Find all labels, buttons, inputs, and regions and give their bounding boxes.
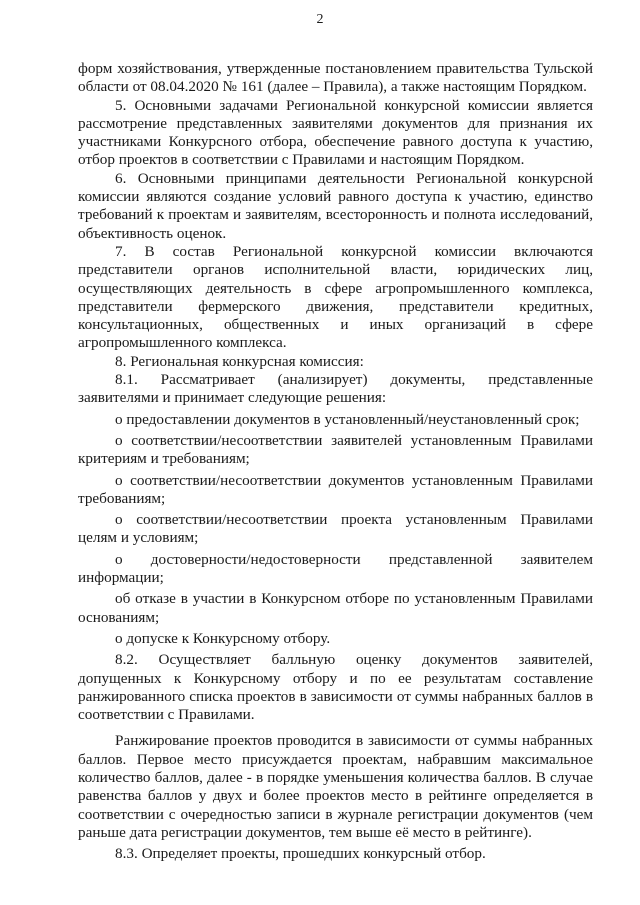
page-number: 2: [316, 12, 324, 27]
decision-item: о соответствии/несоответствии документов установленным Правилами требованиям;: [78, 471, 593, 507]
document-body: [78, 60, 593, 863]
paragraph-item-6: 6. Основными принципами деятельности Региональной конкурсной комиссии являются создание условий равного доступа к участию, единство требований к проектам и заявителям, всесторонность и полнота исследований, объективность оценок.: [78, 169, 593, 242]
decision-item: о допуске к Конкурсному отбору.: [115, 629, 331, 647]
paragraph-continuation: форм хозяйствования, утвержденные постановлением правительства Тульской области от 08.04.2020 № 161 (далее – Правила), а также настоящим Порядком.: [78, 60, 593, 96]
paragraph-item-8-2: 8.2. Осуществляет балльную оценку документов заявителей, допущенных к Конкурсному отбору и по ее результатам составление ранжированного списка проектов в зависимости от суммы набранных баллов в соответствии с Правилами.: [78, 651, 593, 724]
decision-item: о достоверности/недостоверности представленной заявителем информации;: [78, 550, 593, 587]
paragraph-item-7: 7. В состав Региональной конкурсной комиссии включаются представители органов исполнительной власти, юридических лиц, осуществляющих деятельность в сфере агропромышленного комплекса, представители фермерского движения, представители кредитных, консультационных, общественных и иных организаций в сфере агропромышленного комплекса.: [78, 242, 593, 352]
decision-item: о соответствии/несоответствии проекта установленным Правилами целям и условиям;: [78, 511, 593, 547]
decision-item: о соответствии/несоответствии заявителей установленным Правилами критериям и требованиям;: [78, 431, 593, 468]
decision-item: об отказе в участии в Конкурсном отборе по установленным Правилами основаниям;: [78, 590, 593, 626]
paragraph-ranking: Ранжирование проектов проводится в зависимости от суммы набранных баллов. Первое место присуждается проектам, набравшим максимальное количество баллов, далее - в порядке уменьшения количества баллов. В случае равенства баллов у двух и более проектов место в рейтинге определяется в соответствии с очередностью записи в журнале регистрации документов (чем раньше дата регистрации документов, тем выше её место в рейтинге).: [78, 732, 593, 841]
paragraph-item-8: 8. Региональная конкурсная комиссия:: [115, 352, 364, 370]
paragraph-item-8-3: 8.3. Определяет проекты, прошедших конкурсный отбор.: [115, 845, 486, 863]
paragraph-item-8-1: 8.1. Рассматривает (анализирует) документы, представленные заявителями и принимает следующие решения:: [78, 371, 593, 407]
paragraph-item-5: 5. Основными задачами Региональной конкурсной комиссии является рассмотрение представленных заявителями документов для признания их участниками Конкурсного отбора, обеспечение равного доступа к участию, отбор проектов в соответствии с Правилами и настоящим Порядком.: [78, 96, 593, 169]
decision-item: о предоставлении документов в установленный/неустановленный срок;: [115, 410, 580, 428]
